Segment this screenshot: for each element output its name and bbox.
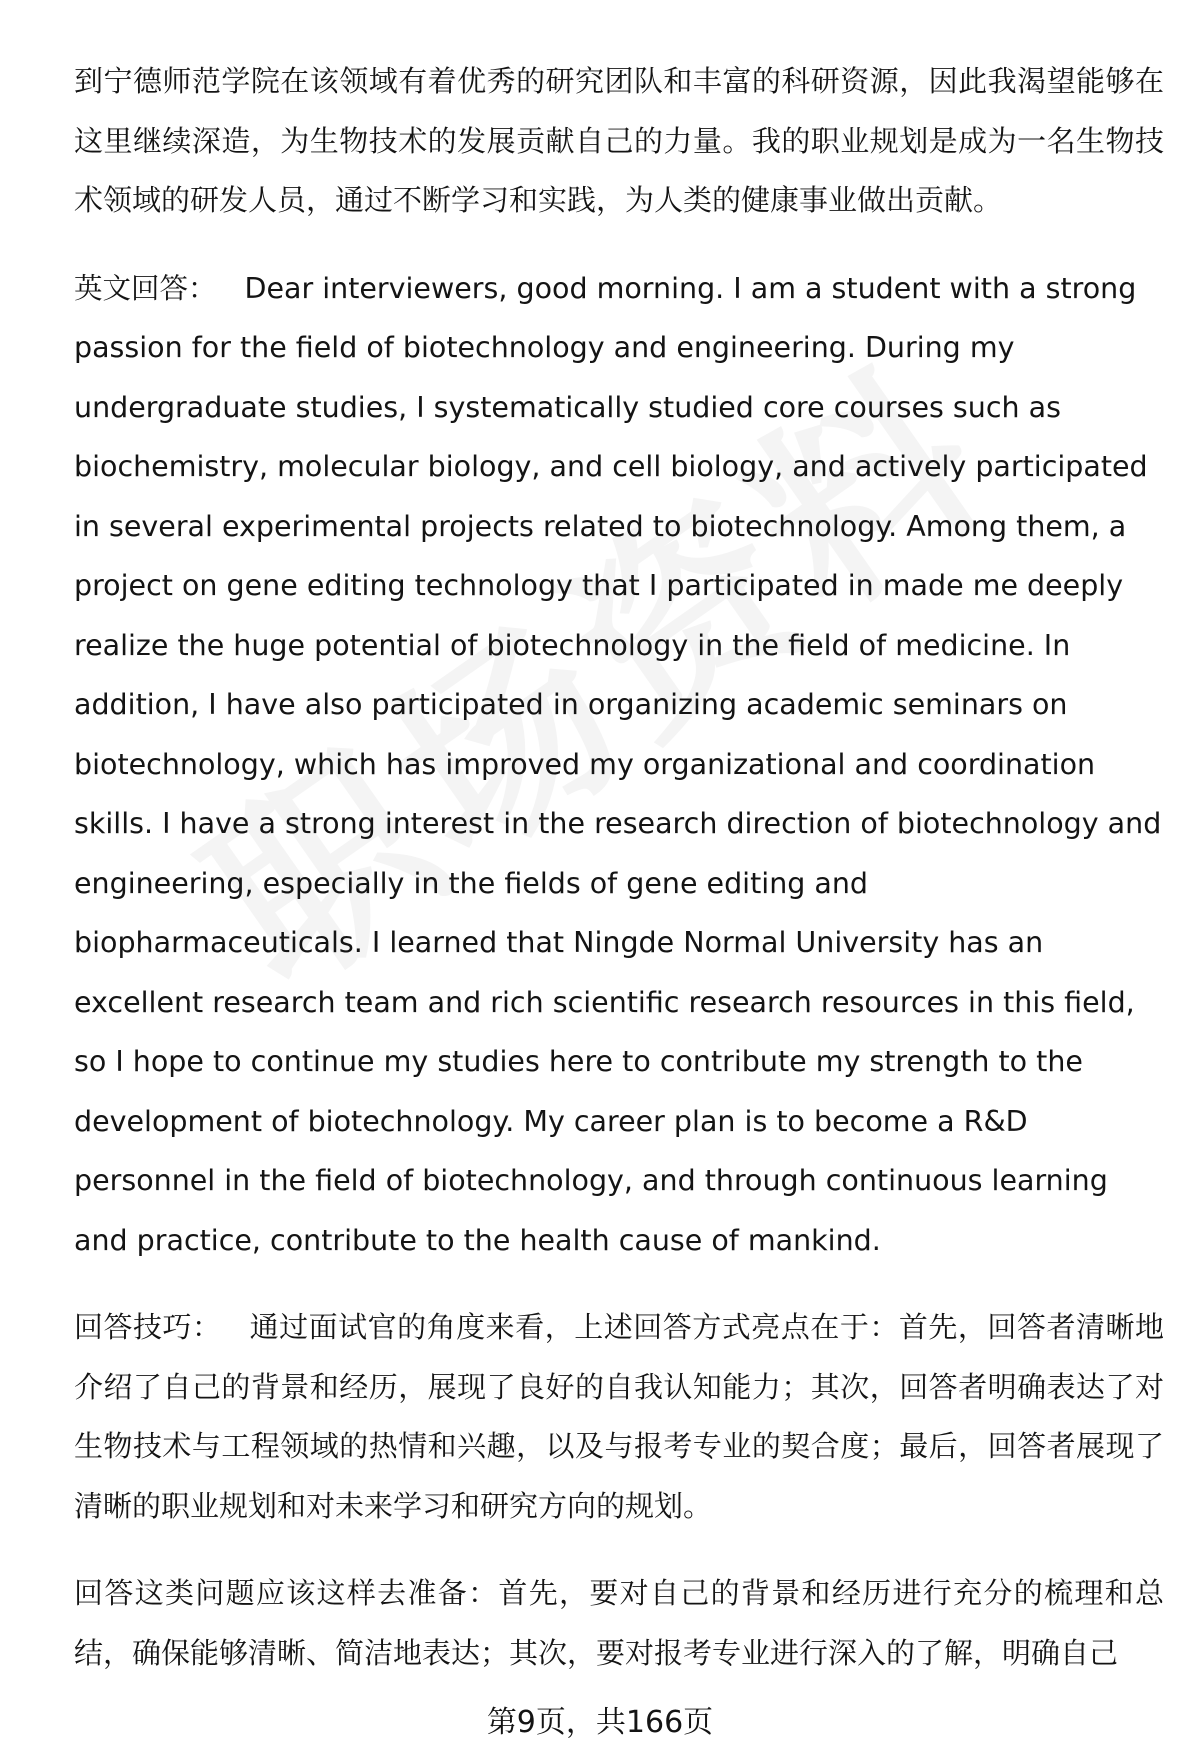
paragraph-text: Dear interviewers, good morning. I am a student with a strong passion for the field of biotechnology and engineering. During my undergraduate studies, I systematically studied core courses such as biochemistry, molecular biology, and cell biology, and actively participated in several experimental projects related to biotechnology. Among them, a project on gene editing technology that I participated in made me deeply realize the huge potential of biotechnology in the field of medicine. In addition, I have also participated in organizing academic seminars on biotechnology, which has improved my organizational and coordination skills. I have a strong interest in the research direction of biotechnology and engineering, especially in the fields of gene editing and biopharmaceuticals. I learned that Ningde Normal University has an excellent research team and rich scientific research resources in this field, so I hope to continue my studies here to contribute my strength to the development of biotechnology. My career plan is to become a R&D personnel in the field of biotechnology, and through continuous learning and practice, contribute to the health cause of mankind. xyxy=(74,271,1162,1257)
paragraph-text: 通过面试官的角度来看，上述回答方式亮点在于：首先，回答者清晰地介绍了自己的背景和经历，展现了良好的自我认知能力；其次，回答者明确表达了对生物技术与工程领域的热情和兴趣，以及与报考专业的契合度；最后，回答者展现了清晰的职业规划和对未来学习和研究方向的规划。 xyxy=(74,1310,1164,1523)
paragraph-label: 回答技巧： xyxy=(74,1310,222,1344)
paragraph-text: 回答这类问题应该这样去准备：首先，要对自己的背景和经历进行充分的梳理和总结，确保能够清晰、简洁地表达；其次，要对报考专业进行深入的了解，明确自己 xyxy=(74,1576,1164,1670)
paragraph-text: 到宁德师范学院在该领域有着优秀的研究团队和丰富的科研资源，因此我渴望能够在这里继续深造，为生物技术的发展贡献自己的力量。我的职业规划是成为一名生物技术领域的研发人员，通过不断学习和实践，为人类的健康事业做出贡献。 xyxy=(74,64,1164,217)
paragraph-chinese-intro xyxy=(74,52,1164,231)
document-body xyxy=(74,52,1164,1711)
paragraph-english-answer xyxy=(74,259,1164,1271)
paragraph-answer-tips xyxy=(74,1298,1164,1536)
page-footer: 第9页，共166页 xyxy=(486,1705,714,1740)
paragraph-preparation xyxy=(74,1564,1164,1683)
paragraph-label: 英文回答： xyxy=(74,271,217,305)
